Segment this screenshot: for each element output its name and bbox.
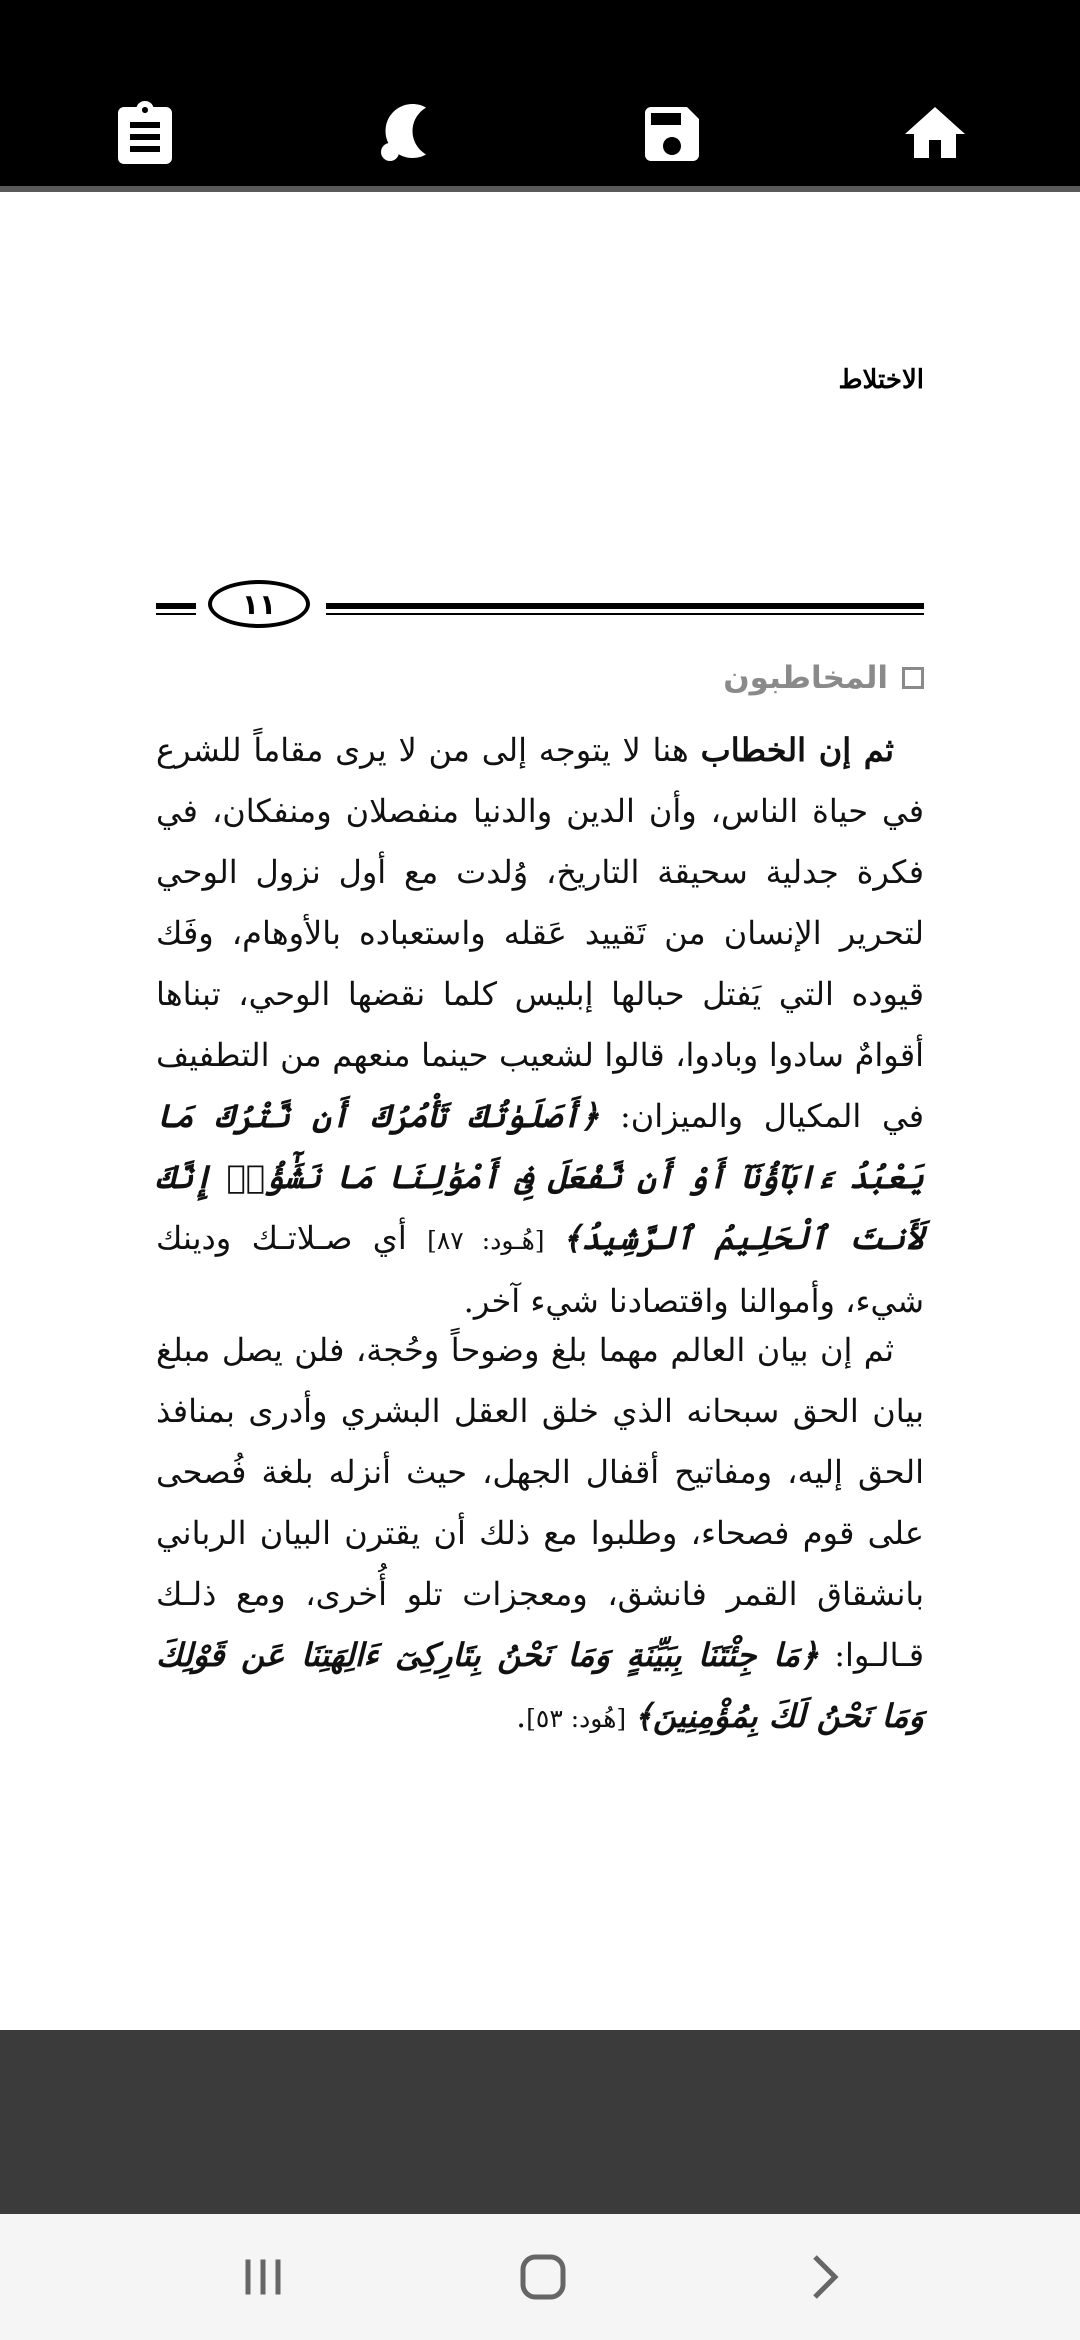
section-title: المخاطبون	[723, 660, 888, 696]
recent-apps-icon	[233, 2247, 293, 2307]
quran-verse-1: ﴿أَصَلَوٰتُكَ تَأْمُرُكَ أَن نَّتْرُكَ مَا يَعْبُدُ ءَابَآؤُنَآ أَوْ أَن نَّفْعَلَ فِىٓ أَمْوَٰلِنَا مَا نَشَٰٓؤُا۟ إِنَّكَ لَأَنتَ ٱلْحَلِيمُ ٱلرَّشِيدُ﴾	[156, 1097, 924, 1257]
paragraph-2-text: ثم إن بيان العالم مهما بلغ وضوحاً وحُجة، فلن يصل مبلغ بيان الحق سبحانه الذي خلق العقل البشري وأدرى بمنافذ الحق إليه، ومفاتيح أقفال الجهل، حيث أنزله بلغة فُصحى على قوم فصحاء، وطلبوا مع ذلك أن يقترن البيان الرباني بانشقاق القمر فانشق، ومعجزات تلو أُخرى، ومع ذلـك قـالـوا:	[156, 1331, 925, 1674]
save-button[interactable]	[612, 94, 732, 174]
home-nav-icon	[513, 2247, 573, 2307]
paragraph-1-text: هنا لا يتوجه إلى من لا يرى مقاماً للشرع في حياة الناس، وأن الدين والدنيا منفصلان ومنفكان، في فكرة جدلية سحيقة التاريخ، وُلدت مع أول نزول الوحي لتحرير الإنسان من تَقييد عَقله واستعباده بالأوهام، وفَك قيوده التي يَفتل حبالها إبليس كلما نقضها الوحي، تبناها أقوامٌ سادوا وبادوا، قالوا لشعيب حينما منعهم من التطفيف في المكيال والميزان:	[156, 731, 924, 1135]
paragraph-1-lead: ثم إن الخطاب	[700, 731, 895, 769]
recent-apps-button[interactable]	[218, 2244, 308, 2310]
verse-reference-2: [هُود: ٥٣]	[526, 1704, 635, 1733]
system-nav-bar	[0, 2214, 1080, 2340]
night-mode-button[interactable]	[345, 94, 465, 174]
header-rule-left-thick	[156, 603, 196, 609]
page-header-title: الاختلاط	[838, 365, 924, 395]
home-nav-button[interactable]	[498, 2244, 588, 2310]
clipboard-icon	[109, 98, 181, 170]
bottom-panel	[0, 2030, 1080, 2214]
paragraph-1	[156, 720, 924, 1332]
home-button[interactable]	[875, 94, 995, 174]
paragraph-2	[156, 1320, 924, 1749]
quran-verse-2: ﴿مَا جِئْتَنَا بِبَيِّنَةٍ وَمَا نَحْنُ بِتَارِكِىٓ ءَالِهَتِنَا عَن قَوْلِكَ وَمَا نَحْنُ لَكَ بِمُؤْمِنِينَ﴾	[156, 1636, 924, 1735]
header-rule-left-thin	[156, 613, 196, 615]
verse-reference-1: [هُـود: ٨٧]	[427, 1226, 563, 1255]
back-button[interactable]	[780, 2244, 870, 2310]
back-icon	[795, 2247, 855, 2307]
home-icon	[899, 98, 971, 170]
paragraph-2-tail: .	[515, 1697, 527, 1735]
top-toolbar	[0, 0, 1080, 190]
header-rule-thin	[326, 613, 924, 615]
header-rule-thick	[326, 603, 924, 609]
page-number: ١١	[208, 580, 310, 628]
paragraph-1-tail: أي صـلاتـك ودينك شيء، وأموالنا واقتصادنا شيء آخر.	[156, 1219, 924, 1320]
clipboard-button[interactable]	[85, 94, 205, 174]
checkbox-icon	[902, 667, 924, 689]
section-heading	[723, 660, 924, 696]
save-icon	[636, 98, 708, 170]
moon-icon	[369, 98, 441, 170]
